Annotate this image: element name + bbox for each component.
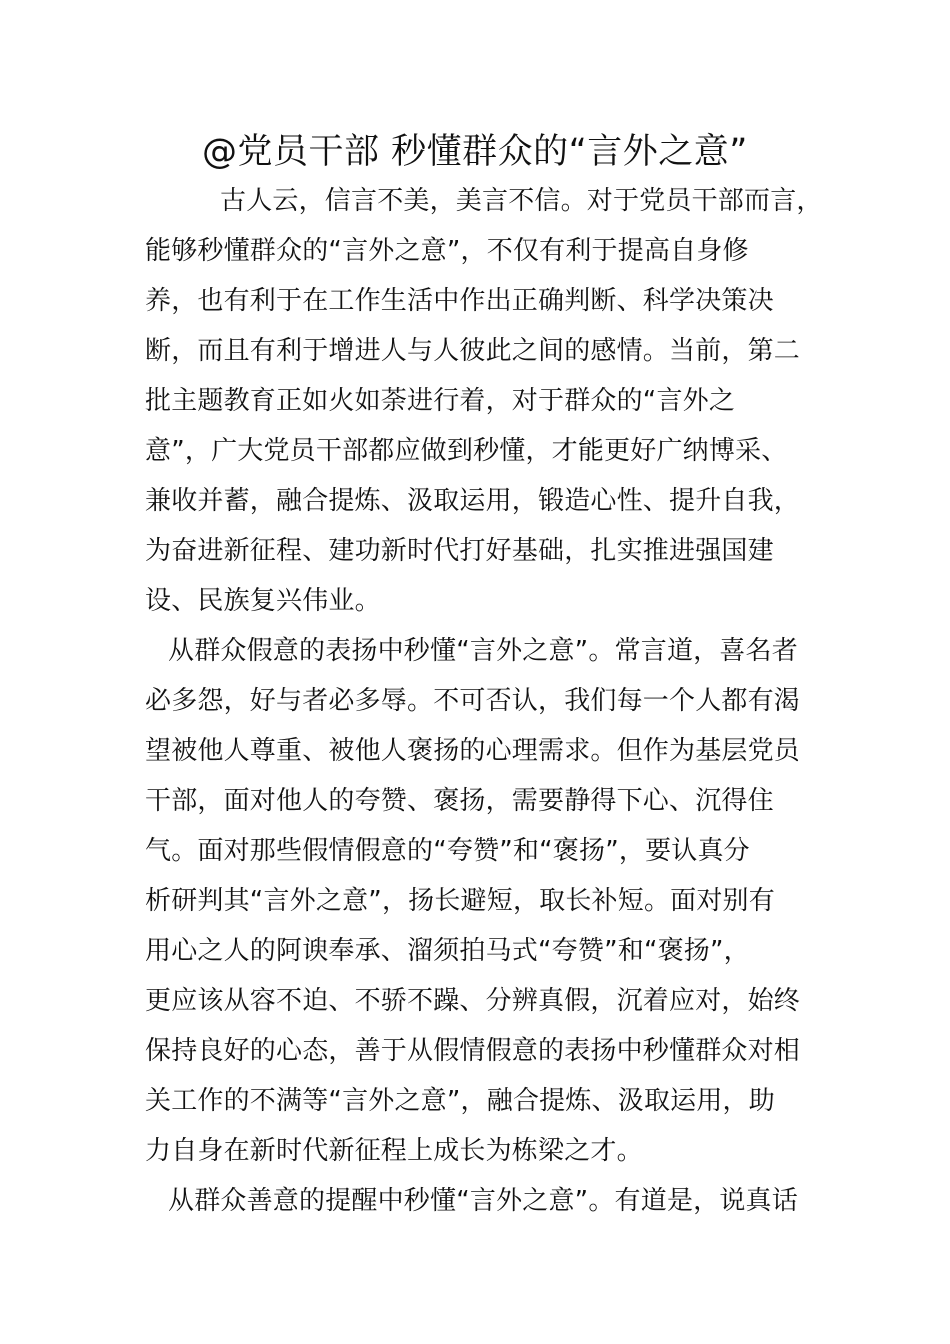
document-title: @党员干部 秒懂群众的“言外之意” (202, 132, 748, 172)
paragraph-false-praise (145, 626, 825, 1176)
text-line: 析研判其“言外之意”，扬长避短，取长补短。面对别有 (145, 886, 775, 916)
text-line: 古人云，信言不美，美言不信。对于党员干部而言， (220, 186, 823, 216)
text-line: 断，而且有利于增进人与人彼此之间的感情。当前，第二 (145, 336, 801, 366)
text-line: 必多怨，好与者必多辱。不可否认，我们每一个人都有渴 (145, 686, 801, 716)
text-line: 用心之人的阿谀奉承、溜须拍马式“夸赞”和“褒扬”， (145, 936, 750, 966)
text-line: 保持良好的心态，善于从假情假意的表扬中秒懂群众对相 (145, 1036, 801, 1066)
text-line: 干部，面对他人的夸赞、褒扬，需要静得下心、沉得住 (145, 786, 774, 816)
text-line: 力自身在新时代新征程上成长为栋梁之才。 (145, 1136, 643, 1166)
text-line: 气。面对那些假情假意的“夸赞”和“褒扬”，要认真分 (145, 836, 750, 866)
text-line: 养，也有利于在工作生活中作出正确判断、科学决策决 (145, 286, 774, 316)
text-line: 兼收并蓄，融合提炼、汲取运用，锻造心性、提升自我， (145, 486, 801, 516)
text-line: 关工作的不满等“言外之意”，融合提炼、汲取运用，助 (145, 1086, 775, 1116)
text-line: 为奋进新征程、建功新时代打好基础，扎实推进强国建 (145, 536, 774, 566)
text-line: 从群众善意的提醒中秒懂“言外之意”。有道是，说真话 (168, 1186, 798, 1216)
document-body (145, 176, 825, 1226)
text-line: 更应该从容不迫、不骄不躁、分辨真假，沉着应对，始终 (145, 986, 801, 1016)
text-line: 意”，广大党员干部都应做到秒懂，才能更好广纳博采、 (145, 436, 788, 466)
text-line: 望被他人尊重、被他人褒扬的心理需求。但作为基层党员 (145, 736, 801, 766)
text-line: 从群众假意的表扬中秒懂“言外之意”。常言道，喜名者 (168, 636, 798, 666)
paragraph-intro (145, 176, 825, 626)
text-line: 设、民族复兴伟业。 (145, 586, 381, 616)
paragraph-kind-reminder (145, 1176, 825, 1226)
text-line: 能够秒懂群众的“言外之意”，不仅有利于提高自身修 (145, 236, 749, 266)
text-line: 批主题教育正如火如荼进行着，对于群众的“言外之 (145, 386, 736, 416)
